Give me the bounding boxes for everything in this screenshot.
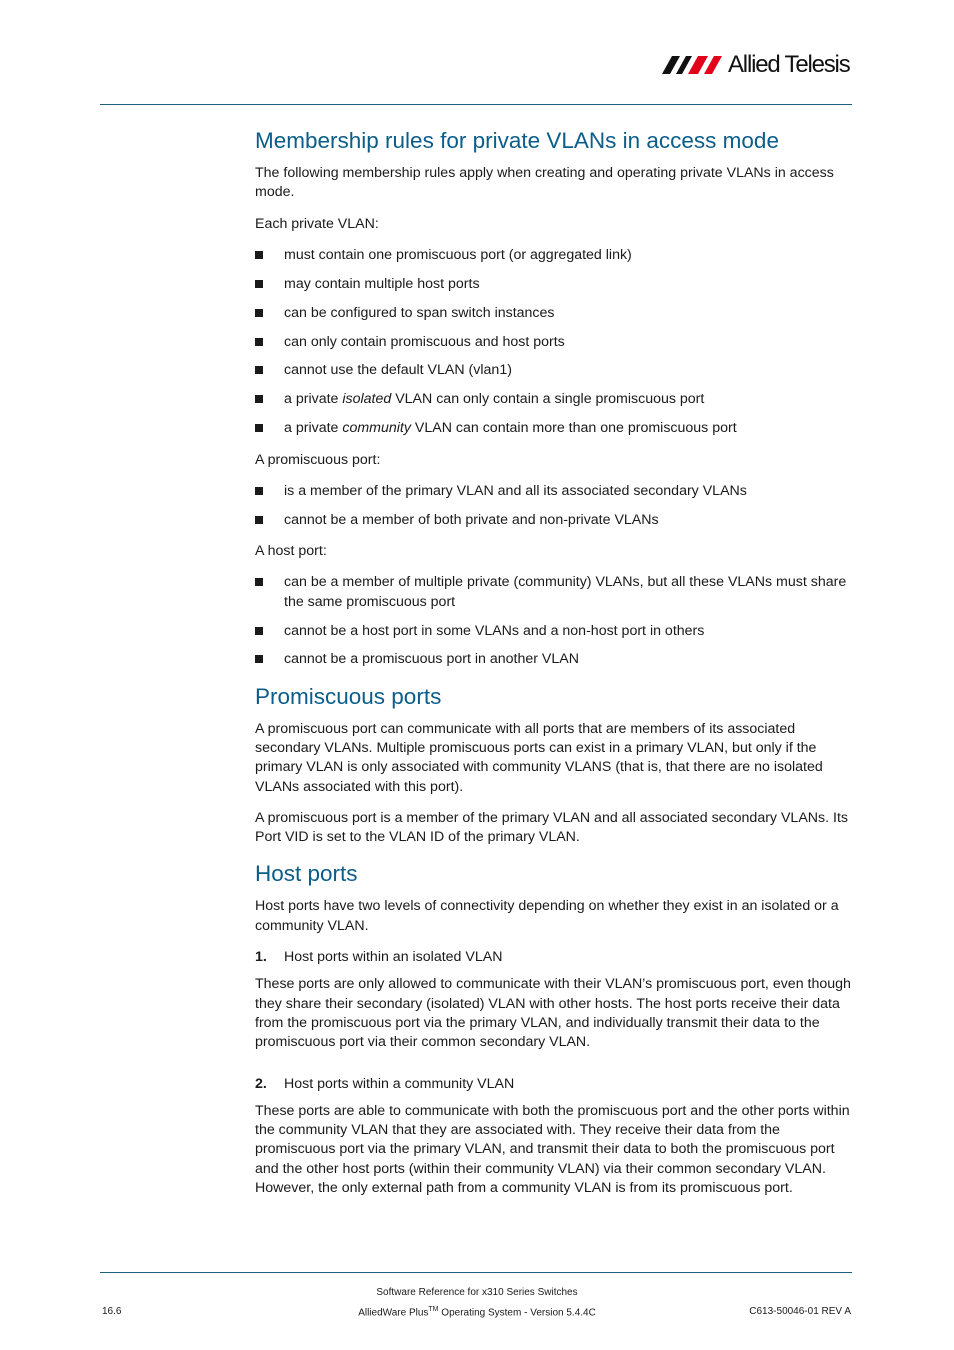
footer-product: AlliedWare Plus™ Operating System - Version 5.4.4C [358, 1306, 596, 1319]
list-item: can be a member of multiple private (community) VLANs, but all these VLANs must share the same promiscuous port [255, 573, 855, 612]
host-port-list [255, 573, 855, 669]
page-number: 16.6 [102, 1306, 122, 1317]
section-heading-host-ports: Host ports [255, 861, 358, 887]
logo-text: Allied Telesis [728, 51, 850, 78]
doc-id: C613-50046-01 REV A [749, 1306, 851, 1317]
main-content [255, 126, 855, 1210]
bullet-icon [255, 487, 263, 495]
promiscuous-port-list [255, 482, 855, 530]
bullet-icon [255, 627, 263, 635]
bullet-icon [255, 251, 263, 259]
list-item: cannot be a member of both private and non-private VLANs [255, 511, 855, 530]
bullet-icon [255, 280, 263, 288]
footer-rule [100, 1272, 852, 1273]
numbered-item-2: 2. Host ports within a community VLAN [255, 1075, 855, 1094]
bullet-icon [255, 655, 263, 663]
section-heading-promiscuous-ports: Promiscuous ports [255, 683, 442, 709]
bullet-icon [255, 516, 263, 524]
promiscuous-para-1: A promiscuous port can communicate with all ports that are members of its associated secondary VLANs. Multiple promiscuous ports can exist in a primary VLAN, but only if the primary VLAN is only associated with community VLANS (that is, that there are no isolated VLANs associated with this port). [255, 720, 823, 795]
list-item: a private community VLAN can contain more than one promiscuous port [255, 419, 855, 438]
list-item: a private isolated VLAN can only contain a single promiscuous port [255, 390, 855, 409]
header-rule [100, 104, 852, 105]
promiscuous-para-2: A promiscuous port is a member of the primary VLAN and all associated secondary VLANs. Its Port VID is set to the VLAN ID of the primary VLAN. [255, 809, 848, 846]
list-item: cannot be a promiscuous port in another VLAN [255, 650, 855, 669]
list-item: may contain multiple host ports [255, 275, 855, 294]
host-ports-intro: Host ports have two levels of connectivity depending on whether they exist in an isolated or a community VLAN. [255, 898, 839, 934]
bullet-icon [255, 366, 263, 374]
item-number: 2. [255, 1075, 267, 1092]
list-item: cannot use the default VLAN (vlan1) [255, 361, 855, 380]
list-item: cannot be a host port in some VLANs and a non-host port in others [255, 622, 855, 641]
bullet-icon [255, 578, 263, 586]
list-item: can only contain promiscuous and host ports [255, 333, 855, 352]
section-heading-membership: Membership rules for private VLANs in access mode [255, 128, 779, 153]
list-item: can be configured to span switch instances [255, 304, 855, 323]
isolated-host-para: These ports are only allowed to communicate with their VLAN’s promiscuous port, even though they share their secondary (isolated) VLAN with other hosts. The host ports receive their data from the promiscuous port via the primary VLAN, and individually transmit their data to the promiscuous port via their common secondary VLAN. [255, 976, 851, 1051]
bullet-icon [255, 424, 263, 432]
bullet-icon [255, 338, 263, 346]
item-number: 1. [255, 949, 267, 966]
promiscuous-port-label: A promiscuous port: [255, 451, 381, 468]
footer-title: Software Reference for x310 Series Switches [376, 1287, 578, 1298]
each-private-vlan-list [255, 246, 855, 439]
numbered-item-1: 1. Host ports within an isolated VLAN [255, 948, 855, 967]
each-private-vlan-label: Each private VLAN: [255, 215, 379, 232]
list-item: is a member of the primary VLAN and all its associated secondary VLANs [255, 482, 855, 501]
membership-intro: The following membership rules apply when creating and operating private VLANs in access mode. [255, 165, 834, 201]
list-item: must contain one promiscuous port (or aggregated link) [255, 246, 855, 265]
allied-telesis-logo-mark [662, 54, 726, 76]
community-host-para: These ports are able to communicate with both the promiscuous port and the other ports within the community VLAN that they are associated with. They receive their data from the promiscuous port via the primary VLAN, and transmit their data to both the promiscuous port and the other host ports (within their community VLAN) via their common secondary VLAN. However, the only external path from a community VLAN is from its promiscuous port. [255, 1102, 850, 1197]
bullet-icon [255, 395, 263, 403]
allied-telesis-logo [662, 52, 854, 78]
bullet-icon [255, 309, 263, 317]
host-port-label: A host port: [255, 543, 327, 560]
